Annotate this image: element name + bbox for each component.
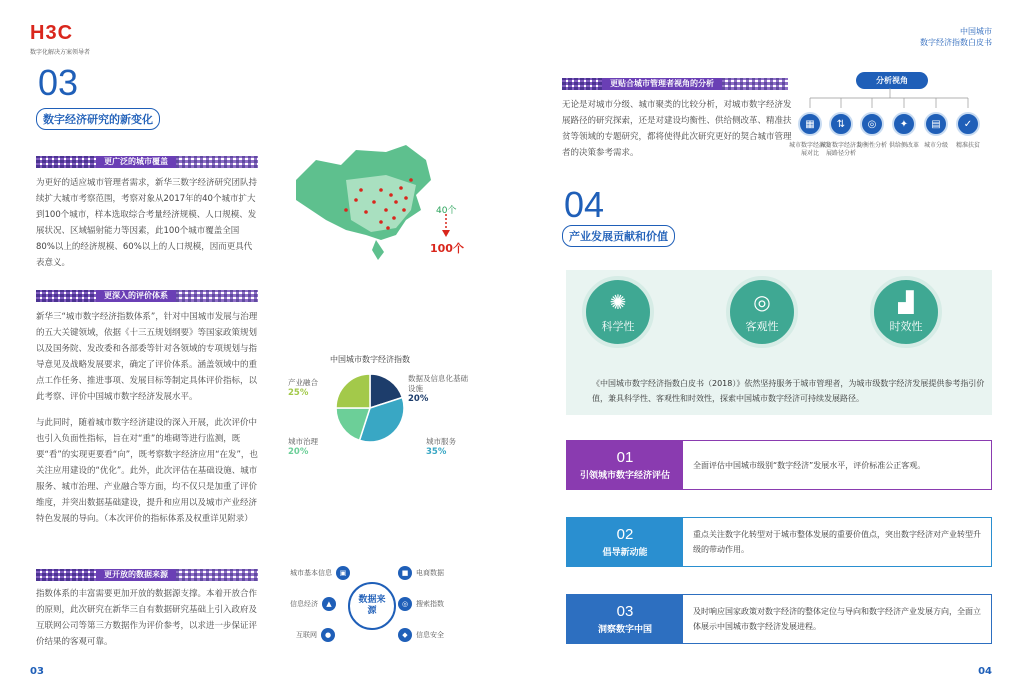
globe-icon: ● xyxy=(321,628,335,642)
card-tag xyxy=(567,441,683,489)
chart-icon: ▲ xyxy=(322,597,336,611)
value-scientific xyxy=(582,276,654,348)
value-objective xyxy=(726,276,798,348)
lightbulb-icon: ✺ xyxy=(609,290,627,314)
header-line-1: 中国城市 xyxy=(960,27,992,36)
pie-title: 中国城市数字经济指数 xyxy=(330,355,410,364)
subheading-bar xyxy=(562,77,788,91)
card-text: 及时响应国家政策对数字经济的整体定位与导向和数字经济产业发展方向，全面立体展示中国城市数字经济发展进程。 xyxy=(693,607,981,631)
evaluation-paragraph-2: 与此同时，随着城市数字经济建设的深入开展，此次评价中也引入负面性指标，旨在对“重”的堆砌等进行监测，既要“看”的实现更要看“向”，既考察数字经济应用“在发”，也关注应用建设的“优化”。此外，此次评估在基础设施、城市服务、城市治理、产业融合等方面，均不仅只是加重了评价维度，并突出数据基础建设，提升和应用以及城市产业经济特色发展的导向。（本次评价的指标体系及权重详见附录） xyxy=(36,418,258,524)
building-icon: ▣ xyxy=(336,566,350,580)
pie-label-industry xyxy=(288,378,318,398)
target-icon: ◎ xyxy=(753,290,771,314)
h3c-logo xyxy=(30,22,90,56)
value-card-03 xyxy=(566,594,992,644)
source-info-security xyxy=(398,628,444,642)
source-ecommerce xyxy=(398,566,444,580)
source-label: 互联网 xyxy=(296,631,317,639)
pie-slice xyxy=(336,374,370,408)
card-title: 引领城市数字经济评估 xyxy=(579,471,670,481)
card-text: 重点关注数字化转型对于城市整体发展的重要价值点，突出数字经济对产业转型升级的带动作用。 xyxy=(693,530,981,554)
subheading-bar xyxy=(36,155,258,169)
logo-brand: H3C xyxy=(30,22,74,44)
source-city-info xyxy=(290,566,350,580)
subheading-bar xyxy=(36,568,258,582)
view-label: 城市数字经济发展对比 xyxy=(788,142,831,157)
view-label: 城市分级 xyxy=(923,142,948,149)
card-number: 03 xyxy=(616,603,634,620)
card-number: 01 xyxy=(616,449,634,466)
source-label: 电商数据 xyxy=(416,569,444,577)
value-timely xyxy=(870,276,942,348)
card-number: 02 xyxy=(616,526,634,543)
path-icon: ⇅ xyxy=(829,112,853,136)
pie-label-infra xyxy=(408,374,468,404)
view-label: 精准扶贫 xyxy=(955,142,980,149)
source-label: 信息安全 xyxy=(416,631,444,639)
poverty-icon: ✓ xyxy=(956,112,980,136)
section-title: 数字经济研究的新变化 xyxy=(36,108,160,130)
page-number: 03 xyxy=(30,666,44,677)
value-label: 客观性 xyxy=(745,320,779,333)
pie-label-governance xyxy=(288,437,318,457)
source-info-economy xyxy=(290,597,336,611)
pie-label-text: 城市治理 xyxy=(288,437,318,446)
header-line-2: 数字经济指数白皮书 xyxy=(920,38,992,47)
view-label: 均衡性分析 xyxy=(856,142,887,149)
pie-label-text: 产业融合 xyxy=(288,378,318,387)
shield-icon: ◆ xyxy=(398,628,412,642)
source-label: 城市基本信息 xyxy=(290,569,332,577)
analysis-paragraph: 无论是对城市分级、城市聚类的比较分析，对城市数字经济发展路径的研究探索，还是对建设均衡性、供给侧改革、精准扶贫等领域的专题研究，都将使得此次研究更好的契合城市管理者的决策参考需求。 xyxy=(562,100,792,158)
balance-icon: ◎ xyxy=(860,112,884,136)
source-label: 搜索指数 xyxy=(416,600,444,608)
section-number: 04 xyxy=(564,184,605,225)
analysis-connector-lines xyxy=(796,88,986,118)
report-header xyxy=(920,26,992,48)
pie-label-service xyxy=(426,437,456,457)
pie-pct: 35% xyxy=(426,447,447,457)
evaluation-paragraph-1: 新华三“城市数字经济指数体系”，针对中国城市发展与治理的五大关键领域，依据《十三五规划纲要》等国家政策规划以及国务院、发改委和各部委等针对各领域的专项规划与指导意见及战略发展要求，确定了评价体系。涵盖领域中的重点工作任务、推进事项、发展目标等制定具体评价指标，以此考察、评价中国城市数字经济发展水平。 xyxy=(36,312,258,402)
subheading-label: 更开放的数据来源 xyxy=(96,569,176,581)
subheading-label: 更贴合城市管理者视角的分析 xyxy=(602,78,722,90)
pie-pct: 20% xyxy=(288,447,309,457)
datasource-paragraph: 指数体系的丰富需要更加开放的数据源支撑。本着开放合作的原则，此次研究在新华三自有数据研究基础上引入政府及互联网公司等第三方数据作为评价参考，以求进一步保证评价结果的客观可靠。 xyxy=(36,589,258,647)
pie-label-text: 城市服务 xyxy=(426,437,456,446)
page-number: 04 xyxy=(978,666,992,677)
bar-chart-icon: ▟ xyxy=(898,290,914,314)
subheading-label: 更广泛的城市覆盖 xyxy=(96,156,176,168)
cart-icon: ■ xyxy=(398,566,412,580)
card-title: 洞察数字中国 xyxy=(597,625,652,635)
value-card-02 xyxy=(566,517,992,567)
subheading-label: 更深入的评价体系 xyxy=(96,290,176,302)
pie-pct: 20% xyxy=(408,394,429,404)
pie-pct: 25% xyxy=(288,388,309,398)
china-map xyxy=(286,140,436,265)
supply-icon: ✦ xyxy=(892,112,916,136)
value-paragraph: 《中国城市数字经济指数白皮书（2018）》依然坚持服务于城市管理者，为城市级数字经济发展提供参考指引价值，兼具科学性、客观性和时效性，探索中国城市数字经济可持续发展路径。 xyxy=(592,379,985,403)
value-card-01 xyxy=(566,440,992,490)
source-label: 信息经济 xyxy=(290,600,318,608)
view-label: 城市数字经济发展路径分析 xyxy=(819,142,862,157)
city-count-2018: 100个 xyxy=(430,242,464,255)
grade-icon: ▤ xyxy=(924,112,948,136)
right-page xyxy=(512,0,1024,695)
source-internet xyxy=(296,628,335,642)
source-search-index xyxy=(398,597,444,611)
value-label: 时效性 xyxy=(889,320,923,333)
pie-label-text: 数据及信息化基础设施 xyxy=(408,374,468,393)
analysis-perspective-pill: 分析视角 xyxy=(856,72,928,89)
compare-icon: ▦ xyxy=(798,112,822,136)
card-tag xyxy=(567,595,683,643)
card-text: 全面评估中国城市级别“数字经济”发展水平，评价标准公正客观。 xyxy=(693,460,926,470)
card-title: 倡导新动能 xyxy=(602,548,648,558)
arrow-down-icon xyxy=(441,214,451,238)
index-pie-chart xyxy=(334,372,406,444)
value-label: 科学性 xyxy=(601,320,635,333)
data-source-center: 数据来源 xyxy=(348,582,396,630)
coverage-paragraph: 为更好的适应城市管理者需求，新华三数字经济研究团队持续扩大城市考察范围，考察对象从2017年的40个城市扩大到100个城市，样本选取综合考量经济规模、人口规模、发展状况、区域辐射能力等因素，此100个城市覆盖全国80%以上的经济规模、60%以上的人口规模，因而更具代表意义。 xyxy=(36,178,258,268)
section-number: 03 xyxy=(38,62,79,103)
section-title: 产业发展贡献和价值 xyxy=(562,225,675,247)
card-tag xyxy=(567,518,683,566)
city-count-2017: 40个 xyxy=(436,206,457,216)
view-label: 供给侧改革 xyxy=(888,142,919,149)
subheading-bar xyxy=(36,289,258,303)
search-icon: ◎ xyxy=(398,597,412,611)
logo-tagline: 数字化解决方案领导者 xyxy=(30,49,91,56)
